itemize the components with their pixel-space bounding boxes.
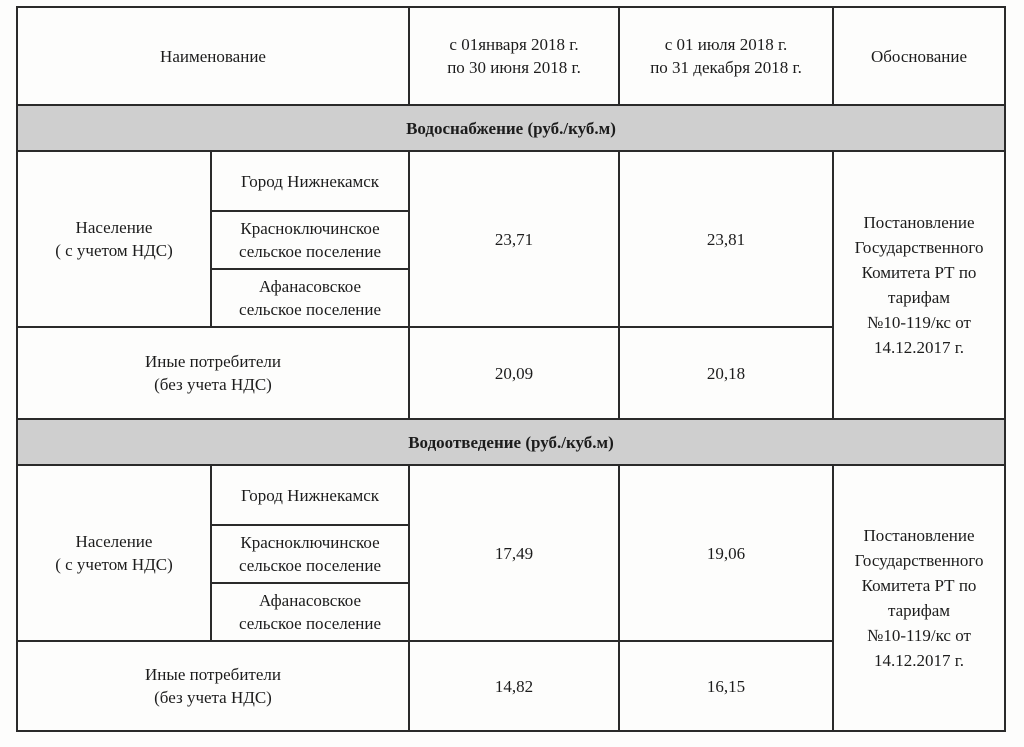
others-value-period-2: 20,18 [619, 327, 833, 419]
population-label: Население ( с учетом НДС) [17, 465, 211, 641]
section-title: Водоснабжение (руб./куб.м) [17, 105, 1005, 151]
header-name: Наименование [17, 7, 409, 105]
section-title: Водоотведение (руб./куб.м) [17, 419, 1005, 465]
population-value-period-1: 17,49 [409, 465, 619, 641]
header-period-1: с 01января 2018 г. по 30 июня 2018 г. [409, 7, 619, 105]
others-label: Иные потребители (без учета НДС) [17, 327, 409, 419]
locality-cell: Город Нижнекамск [211, 151, 409, 211]
basis-cell: Постановление Государственного Комитета РТ по тарифам №10-119/кс от 14.12.2017 г. [833, 151, 1005, 419]
header-period-2: с 01 июля 2018 г. по 31 декабря 2018 г. [619, 7, 833, 105]
locality-cell: Афанасовское сельское поселение [211, 269, 409, 327]
section-row-water-supply [17, 105, 1005, 151]
tariff-table [16, 6, 1006, 732]
header-basis: Обоснование [833, 7, 1005, 105]
section-row-water-disposal [17, 419, 1005, 465]
table-row [17, 151, 1005, 211]
population-value-period-2: 19,06 [619, 465, 833, 641]
locality-cell: Афанасовское сельское поселение [211, 583, 409, 641]
population-value-period-1: 23,71 [409, 151, 619, 327]
locality-cell: Красноключинское сельское поселение [211, 211, 409, 269]
population-label: Население ( с учетом НДС) [17, 151, 211, 327]
others-label: Иные потребители (без учета НДС) [17, 641, 409, 731]
header-row [17, 7, 1005, 105]
table-row [17, 465, 1005, 525]
locality-cell: Красноключинское сельское поселение [211, 525, 409, 583]
basis-cell: Постановление Государственного Комитета РТ по тарифам №10-119/кс от 14.12.2017 г. [833, 465, 1005, 731]
others-value-period-1: 20,09 [409, 327, 619, 419]
others-value-period-1: 14,82 [409, 641, 619, 731]
others-value-period-2: 16,15 [619, 641, 833, 731]
population-value-period-2: 23,81 [619, 151, 833, 327]
locality-cell: Город Нижнекамск [211, 465, 409, 525]
